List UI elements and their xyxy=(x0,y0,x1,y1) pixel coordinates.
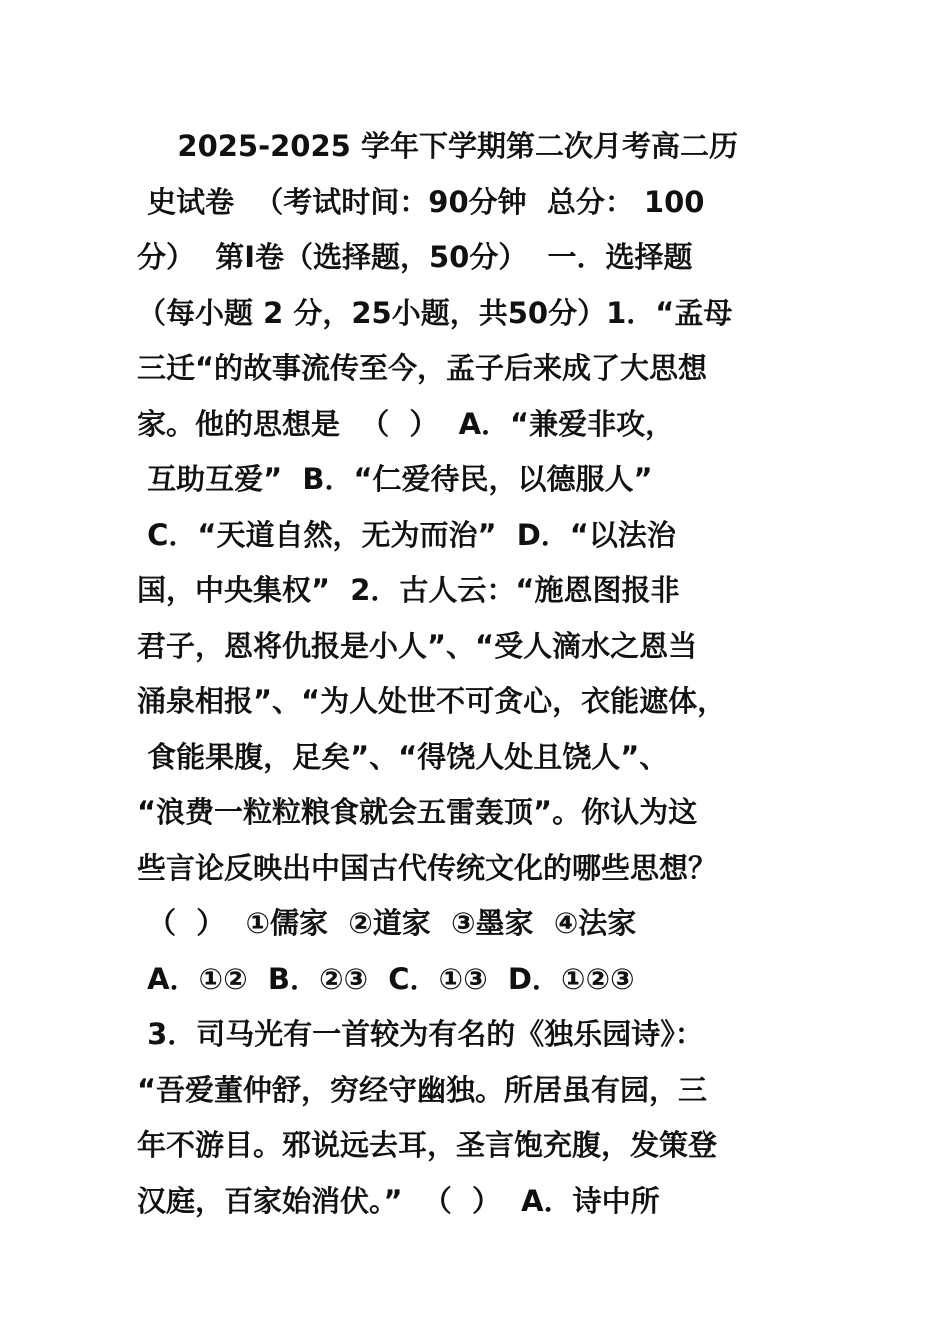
text-line: C．“天道自然，无为而治” D．“以法治 xyxy=(137,518,676,552)
text-line: A．①② B．②③ C．①③ D．①②③ xyxy=(137,962,635,996)
text-line: “浪费一粒粒粮食就会五雷轰顶”。你认为这 xyxy=(137,795,698,829)
text-line: 三迁“的故事流传至今，孟子后来成了大思想 xyxy=(137,351,708,385)
text-line: 年不游目。邪说远去耳，圣言饱充腹，发策登 xyxy=(137,1128,718,1162)
text-line: 君子，恩将仇报是小人”、“受人滴水之恩当 xyxy=(137,629,698,663)
text-line: “吾爱董仲舒，穷经守幽独。所居虽有园，三 xyxy=(137,1073,708,1107)
text-line: 分） 第Ⅰ卷（选择题，50分） 一．选择题 xyxy=(137,240,693,274)
text-line: （每小题 2 分，25小题，共50分）1．“孟母 xyxy=(137,296,733,330)
text-line: 史试卷 （考试时间：90分钟 总分： 100 xyxy=(137,185,705,219)
text-line: 国，中央集权” 2．古人云：“施恩图报非 xyxy=(137,573,680,607)
text-line: 涌泉相报”、“为人处世不可贪心，衣能遮体， xyxy=(137,684,727,718)
text-line: 家。他的思想是 （ ） A．“兼爱非攻， xyxy=(137,407,675,441)
text-line: 2025-2025 学年下学期第二次月考高二历 xyxy=(137,129,738,163)
text-line: 食能果腹，足矣”、“得饶人处且饶人”、 xyxy=(137,740,669,774)
text-line: （ ） ①儒家 ②道家 ③墨家 ④法家 xyxy=(137,906,637,940)
text-line: 些言论反映出中国古代传统文化的哪些思想？ xyxy=(137,851,718,885)
text-line: 汉庭，百家始消伏。” （ ） A．诗中所 xyxy=(137,1184,660,1218)
text-line: 3．司马光有一首较为有名的《独乐园诗》： xyxy=(137,1017,704,1051)
text-line: 互助互爱” B．“仁爱待民，以德服人” xyxy=(137,462,653,496)
